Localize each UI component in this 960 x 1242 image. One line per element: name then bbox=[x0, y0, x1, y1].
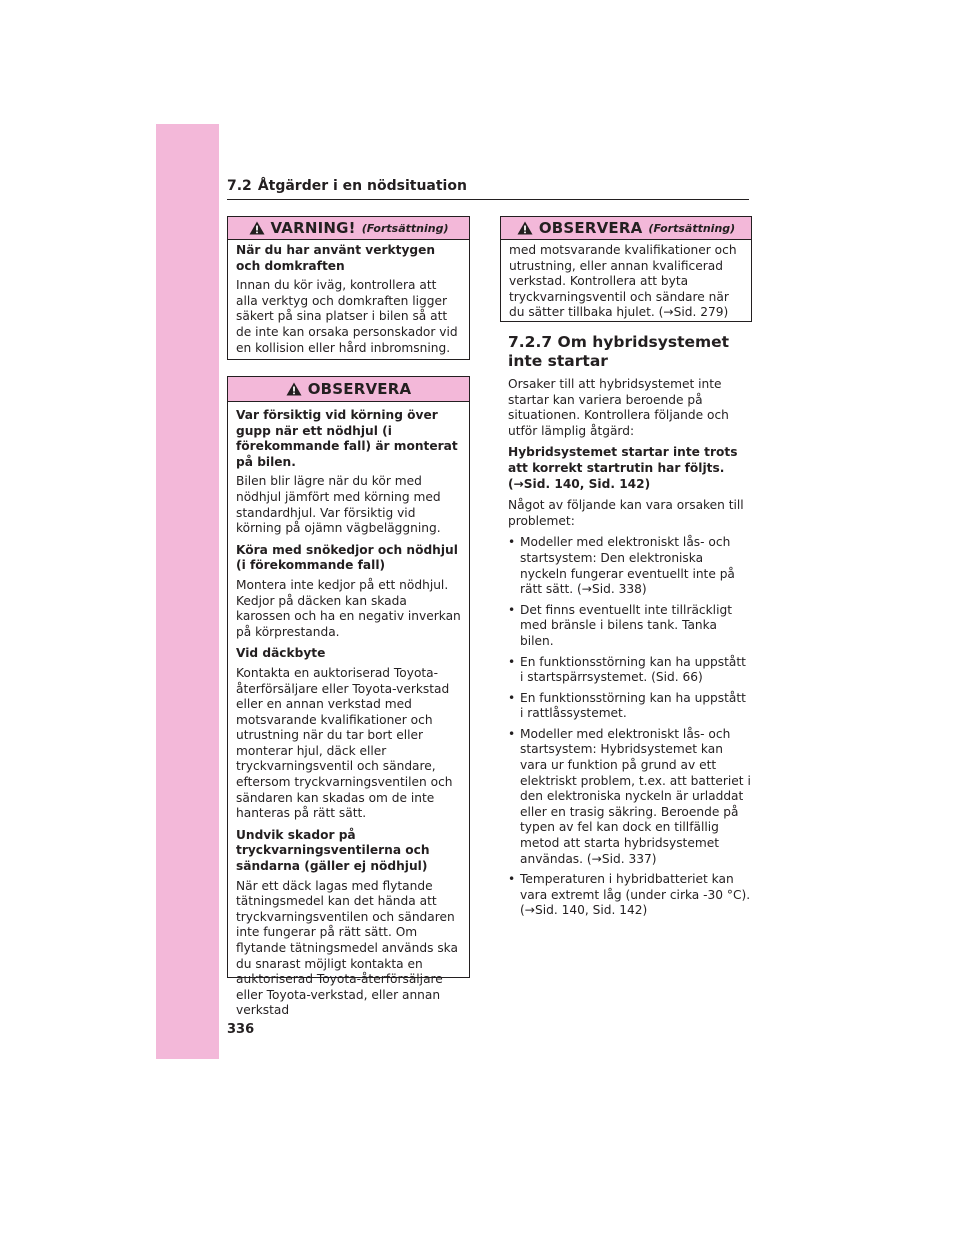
subsection-intro: Orsaker till att hybridsystemet inte startar kan variera beroende på situationen. Kontrollera följande och utför lämplig åtgärd: bbox=[508, 377, 729, 438]
notice-text-4: När ett däck lagas med flytande tätningsmedel kan det hända att tryckvarningsventilen och sändaren inte fungerar på rätt sätt. Om flytande tätningsmedel används ska du snarast möjligt kontakta en auktoriserad Toyota-återförsäljare eller Toyota-verkstad, eller annan verkstad bbox=[236, 878, 458, 1018]
notice-heading-3: Vid däckbyte bbox=[236, 646, 326, 661]
page-number: 336 bbox=[227, 1022, 255, 1037]
warning-box bbox=[227, 216, 470, 360]
section-number: 7.2 bbox=[227, 178, 252, 194]
warning-heading: När du har använt verktygen och domkraften bbox=[236, 243, 436, 273]
warning-continued: (Fortsättning) bbox=[361, 221, 449, 235]
subsection-lead: Något av följande kan vara orsaken till problemet: bbox=[508, 498, 744, 528]
notice-continued-box bbox=[500, 216, 752, 322]
section-title: Åtgärder i en nödsituation bbox=[257, 178, 467, 194]
notice-continued-header bbox=[501, 217, 751, 240]
caution-triangle-icon bbox=[286, 382, 302, 396]
notice-heading-4: Undvik skador på tryckvarningsventilerna och sändarna (gäller ej nödhjul) bbox=[236, 827, 430, 874]
notice-text-2: Montera inte kedjor på ett nödhjul. Kedjor på däcken kan skada karossen och ha en negativ inverkan på körprestanda. bbox=[236, 577, 461, 639]
subsection-heading: Hybridsystemet startar inte trots att korrekt startrutin har följts. (→Sid. 140, Sid. 142) bbox=[508, 445, 738, 491]
chapter-side-tab bbox=[156, 124, 219, 1059]
notice-box-header bbox=[228, 377, 469, 402]
subsection-title: 7.2.7 Om hybridsystemet inte startar bbox=[508, 333, 730, 370]
list-item: • Det finns eventuellt inte tillräckligt med bränsle i bilens tank. Tanka bilen. bbox=[508, 603, 752, 650]
notice-title: OBSERVERA bbox=[307, 380, 412, 398]
list-item: • En funktionsstörning kan ha uppstått i rattlåssystemet. bbox=[508, 691, 752, 722]
notice-text-3: Kontakta en auktoriserad Toyota-återförsäljare eller Toyota-verkstad eller en annan verkstad med motsvarande kvalifikationer och utrustning när du tar bort eller monterar hjul, däck eller tryckvarningsventil och sändare, eftersom tryckvarningsventilen och sändaren kan skadas om de inte hanteras på rätt sätt. bbox=[236, 665, 453, 821]
notice-continued-label: (Fortsättning) bbox=[648, 221, 736, 235]
warning-title: VARNING! bbox=[270, 219, 356, 237]
caution-triangle-icon bbox=[517, 221, 533, 235]
cause-list bbox=[508, 535, 752, 919]
warning-triangle-icon bbox=[249, 221, 265, 235]
notice-continued-text: med motsvarande kvalifikationer och utrustning, eller annan kvalificerad verkstad. Kontrollera att byta tryckvarningsventil och sändare när du sätter tillbaka hjulet. (→Sid. 279) bbox=[509, 243, 737, 320]
section-header bbox=[227, 178, 749, 200]
list-item: • Modeller med elektroniskt lås- och startsystem: Hybridsystemet kan vara ur funktion på grund av ett elektriskt problem, t.ex. att batteriet i den elektroniska nyckeln är urladdat eller en trasig säkring. Beroende på typen av fel kan dock en tillfällig metod att starta hybridsystemet användas. (→Sid. 337) bbox=[508, 727, 752, 867]
notice-heading-2: Köra med snökedjor och nödhjul (i förekommande fall) bbox=[236, 542, 458, 573]
warning-box-header bbox=[228, 217, 469, 240]
notice-heading-1: Var försiktig vid körning över gupp när ett nödhjul (i förekommande fall) är monterat på bilen. bbox=[236, 408, 458, 469]
notice-continued-title: OBSERVERA bbox=[538, 219, 643, 237]
subsection-body bbox=[508, 377, 752, 924]
warning-text: Innan du kör iväg, kontrollera att alla verktyg och domkraften ligger säkert på sina platser i bilen så att de inte kan orsaka personskador vid en kollision eller hård inbromsning. bbox=[236, 278, 458, 355]
list-item: • Modeller med elektroniskt lås- och startsystem: Den elektroniska nyckeln fungerar eventuellt inte på rätt sätt. (→Sid. 338) bbox=[508, 535, 752, 597]
list-item: • En funktionsstörning kan ha uppstått i startspärrsystemet. (Sid. 66) bbox=[508, 655, 752, 686]
notice-box bbox=[227, 376, 470, 1018]
list-item: • Temperaturen i hybridbatteriet kan vara extremt låg (under cirka -30 °C). (→Sid. 140, Sid. 142) bbox=[508, 872, 752, 919]
notice-text-1: Bilen blir lägre när du kör med nödhjul jämfört med körning med standardhjul. Var försiktig vid körning på ojämn vägbeläggning. bbox=[236, 474, 441, 536]
